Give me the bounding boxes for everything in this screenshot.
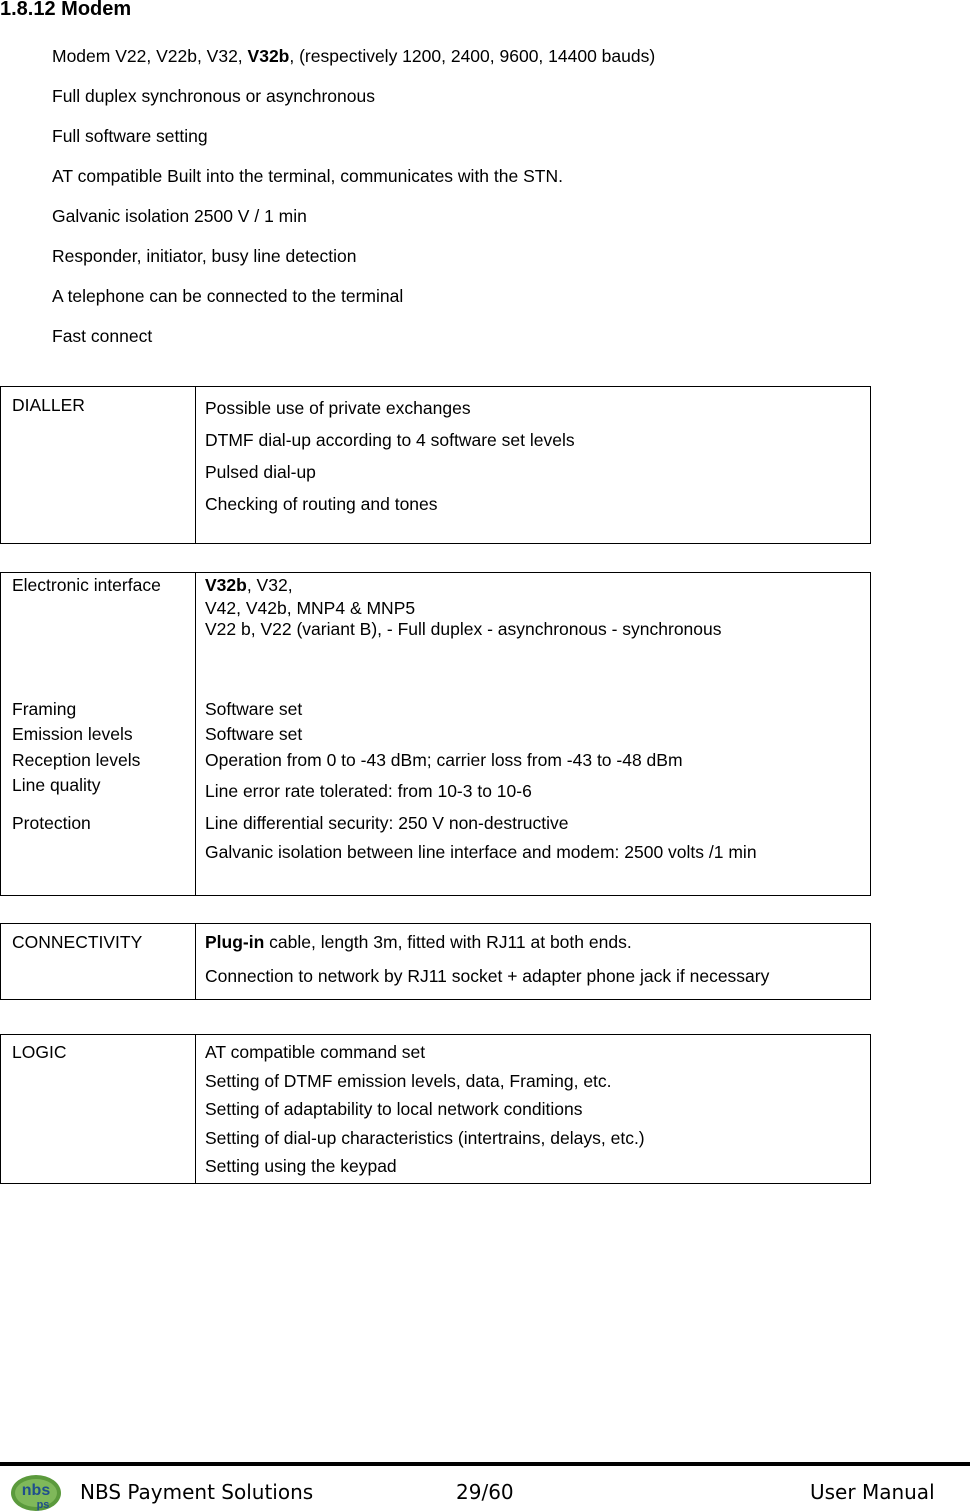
logic-item: Setting of dial-up characteristics (intertrains, delays, etc.) (205, 1128, 645, 1148)
dialler-table (0, 386, 871, 544)
dialler-label: DIALLER (12, 395, 85, 415)
logic-item: Setting using the keypad (205, 1156, 397, 1176)
footer-page-number: 29/60 (456, 1480, 514, 1504)
intro-line: Galvanic isolation 2500 V / 1 min (52, 206, 307, 226)
framing-value: Software set (205, 699, 303, 719)
nbs-logo-icon (8, 1471, 64, 1511)
footer-document-title: User Manual (810, 1480, 935, 1504)
intro-modem-prefix: Modem V22, V22b, V32, (52, 46, 248, 66)
intro-line: Fast connect (52, 326, 153, 346)
logic-label: LOGIC (12, 1042, 67, 1062)
intro-line: Responder, initiator, busy line detection (52, 246, 357, 266)
intro-modem-bold: V32b (247, 46, 290, 66)
logic-item: Setting of adaptability to local network conditions (205, 1099, 583, 1119)
electronic-line-1-rest: , V32, (246, 575, 293, 595)
connectivity-line-1 (205, 931, 632, 953)
intro-line: A telephone can be connected to the terminal (52, 286, 404, 306)
protection-value-1: Line differential security: 250 V non-destructive (205, 813, 569, 833)
intro-line: Full duplex synchronous or asynchronous (52, 86, 375, 106)
intro-line: AT compatible Built into the terminal, communicates with the STN. (52, 166, 563, 186)
intro-modem-suffix: , (respectively 1200, 2400, 9600, 14400 bauds) (289, 46, 656, 66)
intro-line: Full software setting (52, 126, 208, 146)
reception-label: Reception levels (12, 750, 141, 770)
logic-item: AT compatible command set (205, 1042, 426, 1062)
connectivity-line-2: Connection to network by RJ11 socket + adapter phone jack if necessary (205, 966, 770, 986)
protection-label: Protection (12, 813, 91, 833)
connectivity-bold: Plug-in (205, 932, 265, 952)
dialler-item: Pulsed dial-up (205, 462, 316, 482)
connectivity-table (0, 923, 871, 1000)
logic-item: Setting of DTMF emission levels, data, Framing, etc. (205, 1071, 612, 1091)
electronic-line-2: V42, V42b, MNP4 & MNP5 (205, 598, 416, 618)
quality-label: Line quality (12, 775, 101, 795)
electronic-bold: V32b (205, 575, 247, 595)
footer-company: NBS Payment Solutions (80, 1480, 314, 1504)
connectivity-line-1-rest: cable, length 3m, fitted with RJ11 at both ends. (264, 932, 632, 952)
section-title: 1.8.12 Modem (0, 0, 132, 20)
reception-value: Operation from 0 to -43 dBm; carrier loss from -43 to -48 dBm (205, 750, 683, 770)
protection-value-2: Galvanic isolation between line interface and modem: 2500 volts /1 min (205, 842, 757, 862)
logo-text-top: nbs (21, 1482, 51, 1499)
emission-value: Software set (205, 724, 303, 744)
electronic-interface-table (0, 572, 871, 896)
emission-label: Emission levels (12, 724, 133, 744)
framing-label: Framing (12, 699, 77, 719)
dialler-item: Checking of routing and tones (205, 494, 438, 514)
quality-value: Line error rate tolerated: from 10-3 to 10-6 (205, 781, 532, 801)
dialler-item: Possible use of private exchanges (205, 398, 471, 418)
footer-rule (0, 1462, 970, 1466)
connectivity-label: CONNECTIVITY (12, 932, 143, 952)
electronic-label: Electronic interface (12, 575, 161, 595)
electronic-line-3: V22 b, V22 (variant B), - Full duplex - asynchronous - synchronous (205, 619, 722, 639)
intro-list (52, 44, 932, 364)
logic-table (0, 1034, 871, 1184)
logo-text-bottom: ps (36, 1499, 50, 1511)
intro-modem-line (52, 44, 932, 84)
electronic-line-1 (205, 574, 293, 596)
dialler-item: DTMF dial-up according to 4 software set levels (205, 430, 575, 450)
